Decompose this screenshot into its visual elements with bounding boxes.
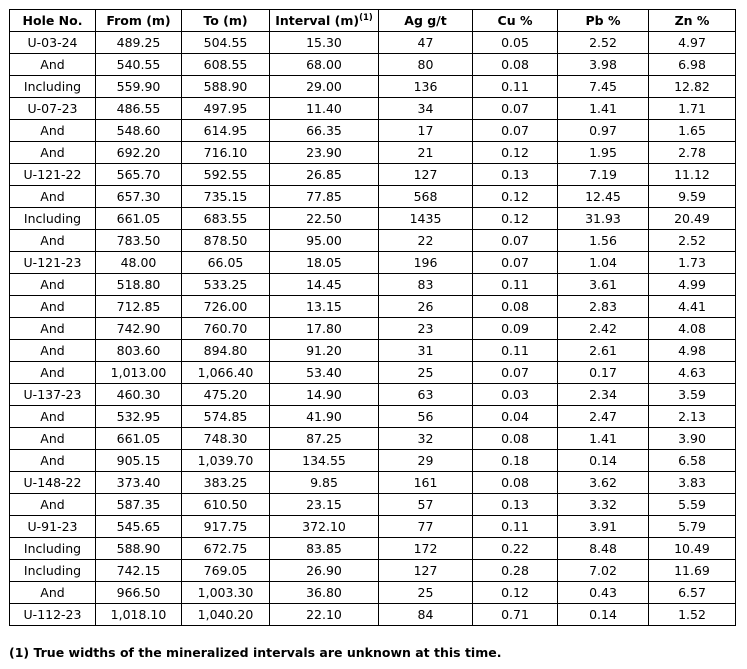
cell-to: 683.55: [182, 208, 270, 230]
cell-from: 657.30: [96, 186, 182, 208]
cell-to: 760.70: [182, 318, 270, 340]
cell-hole-no: And: [10, 340, 96, 362]
cell-zn: 4.08: [649, 318, 736, 340]
cell-hole-no: U-148-22: [10, 472, 96, 494]
cell-to: 614.95: [182, 120, 270, 142]
cell-from: 783.50: [96, 230, 182, 252]
cell-ag: 23: [379, 318, 473, 340]
cell-hole-no: U-91-23: [10, 516, 96, 538]
table-row: [10, 120, 736, 142]
cell-ag: 83: [379, 274, 473, 296]
cell-pb: 2.42: [558, 318, 649, 340]
cell-hole-no: And: [10, 296, 96, 318]
cell-ag: 32: [379, 428, 473, 450]
cell-zn: 10.49: [649, 538, 736, 560]
table-footnote: (1) True widths of the mineralized intervals are unknown at this time.: [9, 645, 502, 660]
cell-cu: 0.28: [473, 560, 558, 582]
cell-hole-no: And: [10, 142, 96, 164]
cell-zn: 11.69: [649, 560, 736, 582]
cell-cu: 0.07: [473, 230, 558, 252]
cell-to: 769.05: [182, 560, 270, 582]
cell-to: 1,040.20: [182, 604, 270, 626]
cell-hole-no: U-03-24: [10, 32, 96, 54]
cell-to: 66.05: [182, 252, 270, 274]
cell-pb: 1.41: [558, 428, 649, 450]
cell-pb: 7.45: [558, 76, 649, 98]
cell-interval: 26.90: [270, 560, 379, 582]
cell-interval: 11.40: [270, 98, 379, 120]
cell-zn: 4.97: [649, 32, 736, 54]
table-header-row: [10, 10, 736, 32]
cell-from: 565.70: [96, 164, 182, 186]
cell-zn: 4.63: [649, 362, 736, 384]
cell-zn: 6.57: [649, 582, 736, 604]
cell-to: 475.20: [182, 384, 270, 406]
cell-from: 692.20: [96, 142, 182, 164]
cell-zn: 6.58: [649, 450, 736, 472]
cell-zn: 5.79: [649, 516, 736, 538]
cell-ag: 56: [379, 406, 473, 428]
cell-hole-no: Including: [10, 538, 96, 560]
cell-pb: 2.61: [558, 340, 649, 362]
cell-from: 48.00: [96, 252, 182, 274]
table-row: [10, 186, 736, 208]
cell-cu: 0.12: [473, 142, 558, 164]
table-row: [10, 318, 736, 340]
cell-ag: 26: [379, 296, 473, 318]
cell-ag: 172: [379, 538, 473, 560]
cell-cu: 0.12: [473, 186, 558, 208]
cell-pb: 2.52: [558, 32, 649, 54]
cell-pb: 3.91: [558, 516, 649, 538]
cell-zn: 11.12: [649, 164, 736, 186]
cell-interval: 14.90: [270, 384, 379, 406]
cell-zn: 1.71: [649, 98, 736, 120]
cell-ag: 47: [379, 32, 473, 54]
cell-cu: 0.71: [473, 604, 558, 626]
table-row: [10, 494, 736, 516]
cell-cu: 0.13: [473, 494, 558, 516]
table-row: [10, 406, 736, 428]
cell-zn: 4.99: [649, 274, 736, 296]
header-to: To (m): [182, 10, 270, 32]
cell-zn: 1.73: [649, 252, 736, 274]
cell-hole-no: And: [10, 318, 96, 340]
cell-interval: 41.90: [270, 406, 379, 428]
cell-hole-no: U-07-23: [10, 98, 96, 120]
cell-cu: 0.11: [473, 274, 558, 296]
cell-interval: 18.05: [270, 252, 379, 274]
cell-zn: 1.52: [649, 604, 736, 626]
cell-pb: 3.61: [558, 274, 649, 296]
cell-cu: 0.07: [473, 98, 558, 120]
cell-to: 1,003.30: [182, 582, 270, 604]
cell-ag: 127: [379, 164, 473, 186]
cell-interval: 29.00: [270, 76, 379, 98]
cell-cu: 0.09: [473, 318, 558, 340]
cell-cu: 0.12: [473, 582, 558, 604]
cell-cu: 0.07: [473, 252, 558, 274]
cell-interval: 66.35: [270, 120, 379, 142]
table-row: [10, 340, 736, 362]
cell-interval: 77.85: [270, 186, 379, 208]
cell-ag: 34: [379, 98, 473, 120]
table-row: [10, 142, 736, 164]
cell-interval: 36.80: [270, 582, 379, 604]
cell-from: 661.05: [96, 208, 182, 230]
cell-hole-no: And: [10, 406, 96, 428]
cell-ag: 25: [379, 362, 473, 384]
cell-cu: 0.13: [473, 164, 558, 186]
cell-cu: 0.05: [473, 32, 558, 54]
cell-from: 1,018.10: [96, 604, 182, 626]
cell-hole-no: Including: [10, 560, 96, 582]
cell-from: 489.25: [96, 32, 182, 54]
cell-pb: 31.93: [558, 208, 649, 230]
cell-from: 540.55: [96, 54, 182, 76]
cell-pb: 2.34: [558, 384, 649, 406]
cell-to: 1,066.40: [182, 362, 270, 384]
cell-hole-no: U-137-23: [10, 384, 96, 406]
cell-pb: 7.02: [558, 560, 649, 582]
cell-from: 905.15: [96, 450, 182, 472]
cell-zn: 4.98: [649, 340, 736, 362]
cell-from: 373.40: [96, 472, 182, 494]
cell-ag: 31: [379, 340, 473, 362]
cell-pb: 3.62: [558, 472, 649, 494]
cell-interval: 14.45: [270, 274, 379, 296]
cell-pb: 3.32: [558, 494, 649, 516]
cell-pb: 7.19: [558, 164, 649, 186]
cell-interval: 372.10: [270, 516, 379, 538]
cell-cu: 0.08: [473, 54, 558, 76]
cell-interval: 83.85: [270, 538, 379, 560]
cell-interval: 9.85: [270, 472, 379, 494]
cell-from: 712.85: [96, 296, 182, 318]
header-cu: Cu %: [473, 10, 558, 32]
cell-hole-no: And: [10, 582, 96, 604]
cell-zn: 20.49: [649, 208, 736, 230]
cell-to: 748.30: [182, 428, 270, 450]
cell-pb: 0.43: [558, 582, 649, 604]
cell-hole-no: U-121-23: [10, 252, 96, 274]
cell-interval: 68.00: [270, 54, 379, 76]
cell-interval: 15.30: [270, 32, 379, 54]
cell-cu: 0.22: [473, 538, 558, 560]
table-row: [10, 516, 736, 538]
table-body: [10, 32, 736, 626]
cell-ag: 84: [379, 604, 473, 626]
header-pb: Pb %: [558, 10, 649, 32]
table-row: [10, 362, 736, 384]
cell-ag: 196: [379, 252, 473, 274]
cell-to: 726.00: [182, 296, 270, 318]
cell-from: 742.15: [96, 560, 182, 582]
table-row: [10, 274, 736, 296]
cell-hole-no: U-112-23: [10, 604, 96, 626]
cell-ag: 77: [379, 516, 473, 538]
cell-zn: 3.90: [649, 428, 736, 450]
table-row: [10, 230, 736, 252]
cell-from: 545.65: [96, 516, 182, 538]
cell-ag: 17: [379, 120, 473, 142]
cell-hole-no: And: [10, 230, 96, 252]
cell-from: 1,013.00: [96, 362, 182, 384]
cell-to: 917.75: [182, 516, 270, 538]
cell-to: 497.95: [182, 98, 270, 120]
cell-hole-no: Including: [10, 76, 96, 98]
cell-cu: 0.18: [473, 450, 558, 472]
cell-zn: 2.13: [649, 406, 736, 428]
cell-from: 532.95: [96, 406, 182, 428]
cell-pb: 1.41: [558, 98, 649, 120]
cell-ag: 29: [379, 450, 473, 472]
cell-zn: 4.41: [649, 296, 736, 318]
cell-zn: 6.98: [649, 54, 736, 76]
header-interval-label: Interval (m): [275, 12, 360, 28]
cell-ag: 63: [379, 384, 473, 406]
cell-to: 672.75: [182, 538, 270, 560]
cell-from: 559.90: [96, 76, 182, 98]
cell-ag: 21: [379, 142, 473, 164]
cell-to: 878.50: [182, 230, 270, 252]
cell-zn: 3.59: [649, 384, 736, 406]
cell-cu: 0.08: [473, 472, 558, 494]
cell-to: 588.90: [182, 76, 270, 98]
header-ag: Ag g/t: [379, 10, 473, 32]
cell-pb: 1.04: [558, 252, 649, 274]
cell-pb: 2.47: [558, 406, 649, 428]
table-row: [10, 450, 736, 472]
cell-cu: 0.12: [473, 208, 558, 230]
cell-interval: 13.15: [270, 296, 379, 318]
cell-to: 735.15: [182, 186, 270, 208]
header-zn: Zn %: [649, 10, 736, 32]
cell-hole-no: And: [10, 274, 96, 296]
cell-ag: 1435: [379, 208, 473, 230]
cell-pb: 8.48: [558, 538, 649, 560]
table-row: [10, 164, 736, 186]
cell-hole-no: And: [10, 120, 96, 142]
cell-to: 383.25: [182, 472, 270, 494]
cell-from: 587.35: [96, 494, 182, 516]
cell-interval: 22.50: [270, 208, 379, 230]
cell-hole-no: And: [10, 428, 96, 450]
footnote-marker: (1): [359, 12, 373, 23]
cell-ag: 22: [379, 230, 473, 252]
cell-to: 504.55: [182, 32, 270, 54]
cell-pb: 3.98: [558, 54, 649, 76]
cell-to: 894.80: [182, 340, 270, 362]
cell-from: 588.90: [96, 538, 182, 560]
cell-ag: 25: [379, 582, 473, 604]
cell-ag: 568: [379, 186, 473, 208]
cell-interval: 91.20: [270, 340, 379, 362]
cell-from: 548.60: [96, 120, 182, 142]
cell-cu: 0.08: [473, 428, 558, 450]
cell-interval: 87.25: [270, 428, 379, 450]
cell-cu: 0.11: [473, 76, 558, 98]
cell-interval: 23.90: [270, 142, 379, 164]
cell-from: 518.80: [96, 274, 182, 296]
cell-from: 460.30: [96, 384, 182, 406]
cell-ag: 57: [379, 494, 473, 516]
header-hole-no: Hole No.: [10, 10, 96, 32]
table-row: [10, 98, 736, 120]
cell-cu: 0.08: [473, 296, 558, 318]
cell-cu: 0.07: [473, 362, 558, 384]
cell-ag: 80: [379, 54, 473, 76]
header-from: From (m): [96, 10, 182, 32]
cell-hole-no: Including: [10, 208, 96, 230]
cell-pb: 0.17: [558, 362, 649, 384]
cell-zn: 12.82: [649, 76, 736, 98]
table-row: [10, 384, 736, 406]
cell-interval: 17.80: [270, 318, 379, 340]
cell-cu: 0.07: [473, 120, 558, 142]
cell-hole-no: And: [10, 186, 96, 208]
cell-ag: 136: [379, 76, 473, 98]
cell-hole-no: And: [10, 494, 96, 516]
cell-zn: 5.59: [649, 494, 736, 516]
cell-to: 574.85: [182, 406, 270, 428]
cell-interval: 22.10: [270, 604, 379, 626]
table-row: [10, 208, 736, 230]
cell-pb: 1.95: [558, 142, 649, 164]
cell-zn: 2.52: [649, 230, 736, 252]
table-row: [10, 582, 736, 604]
cell-hole-no: And: [10, 54, 96, 76]
table-row: [10, 54, 736, 76]
cell-cu: 0.04: [473, 406, 558, 428]
cell-zn: 3.83: [649, 472, 736, 494]
cell-pb: 2.83: [558, 296, 649, 318]
cell-to: 608.55: [182, 54, 270, 76]
table-row: [10, 252, 736, 274]
cell-cu: 0.11: [473, 340, 558, 362]
cell-pb: 1.56: [558, 230, 649, 252]
cell-from: 486.55: [96, 98, 182, 120]
table-row: [10, 76, 736, 98]
cell-hole-no: U-121-22: [10, 164, 96, 186]
table-row: [10, 428, 736, 450]
cell-pb: 0.97: [558, 120, 649, 142]
table-row: [10, 604, 736, 626]
cell-to: 1,039.70: [182, 450, 270, 472]
cell-interval: 23.15: [270, 494, 379, 516]
cell-interval: 53.40: [270, 362, 379, 384]
cell-zn: 1.65: [649, 120, 736, 142]
cell-zn: 2.78: [649, 142, 736, 164]
cell-to: 610.50: [182, 494, 270, 516]
table-row: [10, 560, 736, 582]
cell-hole-no: And: [10, 450, 96, 472]
cell-from: 742.90: [96, 318, 182, 340]
cell-pb: 0.14: [558, 604, 649, 626]
cell-from: 661.05: [96, 428, 182, 450]
cell-ag: 161: [379, 472, 473, 494]
cell-interval: 134.55: [270, 450, 379, 472]
table-row: [10, 538, 736, 560]
cell-ag: 127: [379, 560, 473, 582]
table-row: [10, 32, 736, 54]
cell-from: 966.50: [96, 582, 182, 604]
header-interval: [270, 10, 379, 32]
cell-cu: 0.03: [473, 384, 558, 406]
cell-pb: 0.14: [558, 450, 649, 472]
table-row: [10, 296, 736, 318]
assay-results-table: [9, 9, 736, 626]
cell-hole-no: And: [10, 362, 96, 384]
cell-cu: 0.11: [473, 516, 558, 538]
cell-interval: 26.85: [270, 164, 379, 186]
cell-interval: 95.00: [270, 230, 379, 252]
cell-to: 716.10: [182, 142, 270, 164]
cell-zn: 9.59: [649, 186, 736, 208]
cell-from: 803.60: [96, 340, 182, 362]
cell-to: 533.25: [182, 274, 270, 296]
cell-to: 592.55: [182, 164, 270, 186]
table-row: [10, 472, 736, 494]
cell-pb: 12.45: [558, 186, 649, 208]
